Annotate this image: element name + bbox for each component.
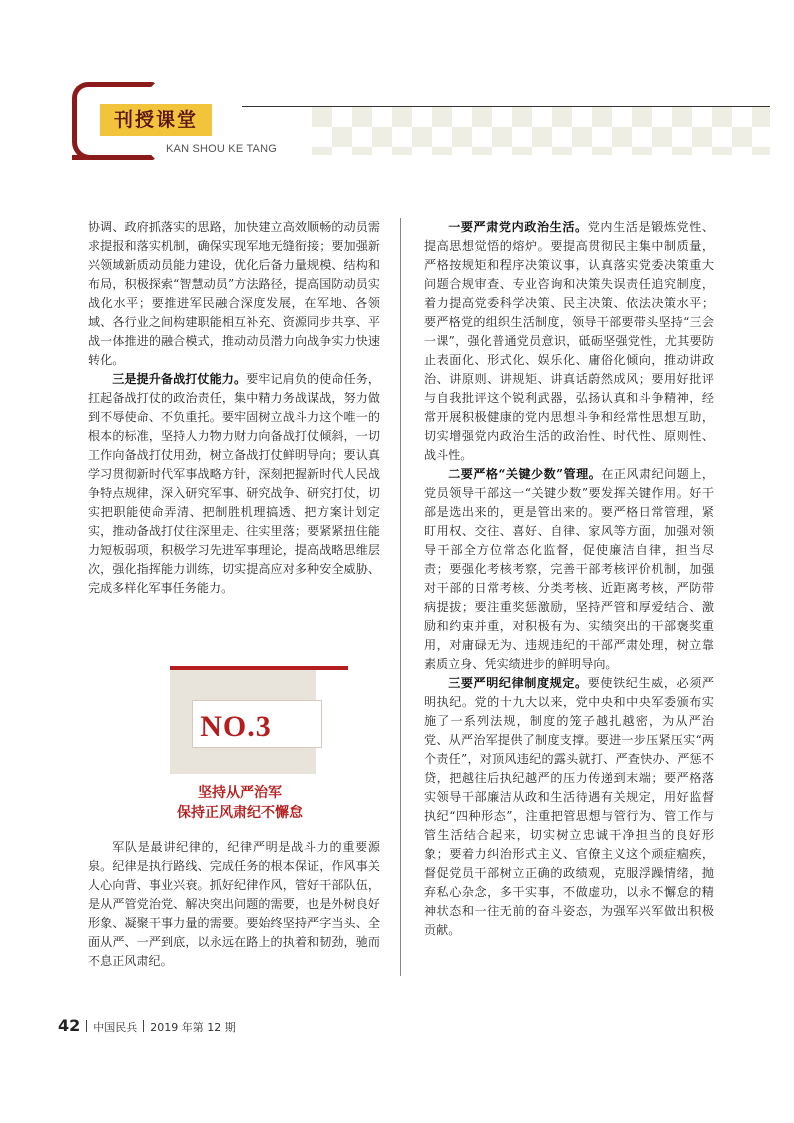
column-divider [400,218,401,976]
checker-square [752,147,770,155]
checker-square [732,127,752,147]
checker-square [452,127,472,147]
checker-square [632,107,652,127]
left-column [88,218,380,598]
paragraph [424,218,714,465]
checker-square [572,127,592,147]
paragraph: 协调、政府抓落实的思路，加快建立高效顺畅的动员需求提报和落实机制，确保实现军地无缝衔接；要加强新兴领域新质动员能力建设，优化后备力量规模、结构和布局，积极探索“智慧动员”方法路径，提高国防动员实战化水平；要推进军民融合深度发展，在军地、各领域、各行业之间构建职能相互补充、资源同步共享、平战一体推进的融合模式，推动动员潜力向战争实力快速转化。 [88,220,380,367]
paragraph-lead: 二要严格“关键少数”管理。 [448,467,602,481]
checker-square [712,107,732,127]
right-column [424,218,714,940]
section-number: NO.3 [200,710,272,743]
checker-square [392,147,412,155]
checker-square [632,147,652,155]
checker-square [512,107,532,127]
paragraph-lead: 三是提升备战打仗能力。 [112,372,247,386]
section-heading-line2: 保持正风肃纪不懈怠 [177,805,303,821]
footer-separator [86,1020,87,1032]
footer-separator [143,1020,144,1032]
issue-label: 2019 年第 12 期 [150,1021,236,1034]
checker-square [372,127,392,147]
checker-square [332,127,352,147]
checker-square [432,107,452,127]
checker-square [472,147,492,155]
checker-square [392,107,412,127]
section-subtitle: KAN SHOU KE TANG [166,143,277,155]
magazine-name: 中国民兵 [93,1021,138,1034]
checker-square [412,127,432,147]
paragraph-body: 要使铁纪生威，必须严明执纪。党的十九大以来，党中央和中央军委颁布实施了一系列法规，制度的笼子越扎越密，为从严治党、从严治军提供了制度支撑。要进一步压紧压实“两个责任”，对顶风违纪的露头就打、严查快办、严惩不贷，把越往后执纪越严的压力传递到末端；要严格落实领导干部廉洁从政和生活待遇有关规定，用好监督执纪“四种形态”，注重把管思想与管行为、管工作与管生活结合起来，切实树立忠诚干净担当的良好形象；要着力纠治形式主义、官僚主义这个顽症痼疾，督促党员干部树立正确的政绩观，克服浮躁情绪，抛弃私心杂念，多干实事，不做虚功，以永不懈怠的精神状态和一往无前的奋斗姿态，为强军兴军做出积极贡献。 [424,676,714,937]
checker-square [592,107,612,127]
checker-square [612,127,632,147]
paragraph [424,465,714,674]
checker-square [592,147,612,155]
badge-top-bar [170,666,348,670]
checker-square [532,127,552,147]
checker-square [312,107,332,127]
checker-square [432,147,452,155]
checker-square [552,107,572,127]
checker-square [652,127,672,147]
checker-square [672,147,692,155]
checker-square [352,107,372,127]
page-footer [58,1016,236,1035]
checker-square [472,107,492,127]
paragraph-lead: 一要严肃党内政治生活。 [448,220,588,234]
checker-square [512,147,532,155]
checker-square [752,107,770,127]
paragraph [424,674,714,940]
checker-square [312,147,332,155]
paragraph: 军队是最讲纪律的，纪律严明是战斗力的重要源泉。纪律是执行路线、完成任务的根本保证，作风事关人心向背、事业兴衰。抓好纪律作风，管好干部队伍，是从严管党治党、解决突出问题的需要，也是外树良好形象、凝聚干事力量的需要。要始终坚持严字当头、全面从严、一严到底，以永远在路上的执着和韧劲，驰而不息正风肃纪。 [88,840,380,968]
checker-square [552,147,572,155]
paragraph-body: 在正风肃纪问题上，党员领导干部这一“关键少数”要发挥关键作用。好干部是选出来的，更是管出来的。要严格日常管理，紧盯用权、交往、喜好、自律、家风等方面，加强对领导干部全方位常态化监督，促使廉洁自律，担当尽责；要强化考核考察，完善干部考核评价机制，加强对干部的日常考核、分类考核、近距离考核，严防带病提拔；要注重奖惩激励，坚持严管和厚爱结合、激励和约束并重，对积极有为、实绩突出的干部褒奖重用，对庸碌无为、违规违纪的干部严肃处理，树立靠素质立身、凭实绩进步的鲜明导向。 [424,467,714,671]
page-number: 42 [58,1016,81,1035]
checker-square [352,147,372,155]
section-heading-line1: 坚持从严治军 [198,785,282,801]
paragraph-lead: 三要严明纪律制度规定。 [448,676,588,690]
left-column-lower [88,838,380,971]
header-checker-pattern [312,107,770,155]
checker-square [712,147,732,155]
paragraph-body: 党内生活是锻炼党性、提高思想觉悟的熔炉。要提高贯彻民主集中制质量，严格按规矩和程序决策议事，认真落实党委决策重大问题合规审查、专业咨询和决策失误责任追究制度，着力提高党委科学决策、民主决策、依法决策水平；要严格党的组织生活制度，领导干部要带头坚持“三会一课”，强化普通党员意识，砥砺坚强党性，尤其要防止表面化、形式化、娱乐化、庸俗化倾向，推动讲政治、讲原则、讲规矩、讲真话蔚然成风；要用好批评与自我批评这个锐利武器，弘扬认真和斗争精神，经常开展积极健康的党内思想斗争和经常性思想互助，切实增强党内政治生活的政治性、时代性、原则性、战斗性。 [424,220,714,462]
checker-square [692,127,712,147]
checker-square [672,107,692,127]
checker-square [492,127,512,147]
paragraph-body: 要牢记肩负的使命任务，扛起备战打仗的政治责任，集中精力务战谋战，努力做到不辱使命、不负重托。要牢固树立战斗力这个唯一的根本的标准，坚持人力物力财力向备战打仗倾斜，一切工作向备战打仗用劲，树立备战打仗鲜明导向；要认真学习贯彻新时代军事战略方针，深刻把握新时代人民战争特点规律，深入研究军事、研究战争、研究打仗，切实把职能使命弄清、把制胜机理搞透、把方案计划定实，推动备战打仗往深里走、往实里落；要紧紧扭住能力短板弱项，积极学习先进军事理论，提高战略思维层次，强化指挥能力训练，切实提高应对多种安全威胁、完成多样化军事任务能力。 [88,372,380,595]
section-title: 刊授课堂 [100,104,212,136]
paragraph [88,370,380,598]
